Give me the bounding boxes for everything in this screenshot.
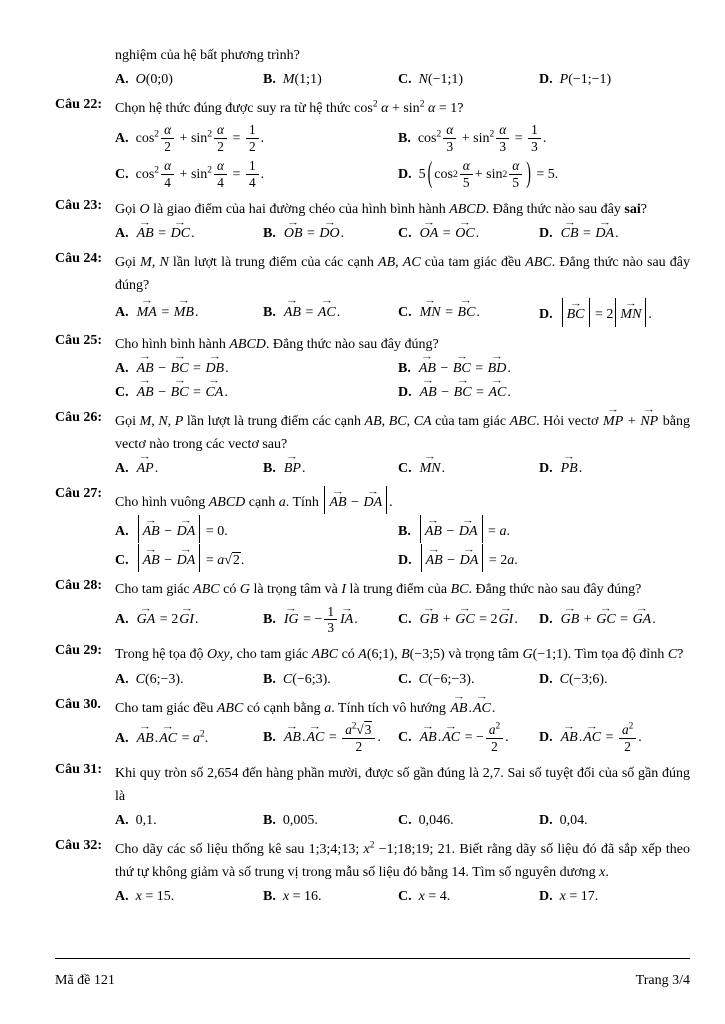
vector-arrow-notation: → MB <box>173 301 195 324</box>
question-text: Gọi O là giao điểm của hai đường chéo của hình bình hành ABCD. Đẳng thức nào sau đây sai? <box>115 202 647 218</box>
option-C <box>398 809 539 832</box>
page-footer <box>55 958 690 989</box>
option-content: → AB.→ AC = $a^2$. <box>136 731 209 746</box>
option-letter: A. <box>115 812 129 828</box>
option-D <box>539 68 690 91</box>
option-A <box>115 608 263 631</box>
option-letter: B. <box>263 461 276 477</box>
vector-arrow-notation: → AC <box>158 727 178 750</box>
option-C <box>398 457 539 480</box>
question-body <box>115 486 690 572</box>
vector-arrow-notation: → GB <box>560 608 581 631</box>
vector-arrow-notation: → DA <box>176 549 197 572</box>
vector-arrow-notation: → BC <box>170 381 190 404</box>
question-body <box>115 44 690 91</box>
exam-code: Mã đề 121 <box>55 973 115 988</box>
option-content: → AB − → BC = → AC. <box>419 385 511 400</box>
option-letter: D. <box>539 612 553 628</box>
option-content: 0,046. <box>418 812 454 828</box>
option-content: → AB = → AC. <box>283 305 340 320</box>
option-letter: C. <box>398 671 412 687</box>
vector-arrow-notation: → DC <box>170 222 191 245</box>
option-C <box>398 222 539 245</box>
option-content: → CB = → DA. <box>560 226 619 241</box>
vector-arrow-notation: → GB <box>419 608 440 631</box>
option-A <box>115 457 263 480</box>
option-content: → AB − → BC = → DB. <box>136 361 229 376</box>
options-row <box>115 457 690 480</box>
option-A <box>115 121 398 156</box>
option-content: $\cos^2$ $\frac{\alpha}{3}$ + $\sin^2$ $\frac{\alpha}{3}$ = $\frac{1}{3}$ . <box>417 122 547 155</box>
vector-arrow-notation: → GA <box>136 608 157 631</box>
vector-arrow-notation: → OC <box>454 222 475 245</box>
options-row <box>115 721 690 756</box>
vector-arrow-notation: → GC <box>454 608 475 631</box>
question-body <box>115 251 690 326</box>
vector-arrow-notation: → AB <box>424 520 443 543</box>
option-letter: D. <box>539 889 553 905</box>
option-letter: B. <box>263 304 276 320</box>
option-content: → MN = → BC. <box>419 305 480 320</box>
question <box>55 643 690 690</box>
option-B <box>263 809 398 832</box>
options-row <box>115 544 690 572</box>
option-content: → AB − → DA = 0. <box>136 524 228 539</box>
option-letter: D. <box>539 72 553 88</box>
option-D <box>398 544 690 572</box>
vector-arrow-notation: → MP <box>602 410 624 433</box>
option-content: x = 16. <box>282 889 322 905</box>
option-letter: D. <box>539 812 553 828</box>
question-number <box>55 44 115 91</box>
option-letter: D. <box>398 167 412 183</box>
option-content: → MA = → MB. <box>136 305 199 320</box>
option-C <box>115 381 398 404</box>
question <box>55 251 690 326</box>
option-content: → AB.→ AC = − $\frac{a^2}{2}$ . <box>419 730 509 745</box>
vector-arrow-notation: → AB <box>560 726 579 749</box>
option-D <box>539 298 690 326</box>
option-content: → IG = − $\frac{1}{3}$ → IA. <box>283 612 358 627</box>
option-content: → OB = → DO. <box>283 226 344 241</box>
option-C <box>398 68 539 91</box>
vector-arrow-notation: → AB <box>136 727 155 750</box>
option-letter: B. <box>263 889 276 905</box>
option-content: $\cos^2$ $\frac{\alpha}{4}$ + $\sin^2$ $\frac{\alpha}{4}$ = $\frac{1}{4}$ . <box>135 158 265 191</box>
question-number: Câu 25: <box>55 332 103 348</box>
option-letter: B. <box>398 360 411 376</box>
option-content: → BP. <box>283 461 306 476</box>
option-D <box>539 668 690 691</box>
option-letter: B. <box>263 612 276 628</box>
option-letter: B. <box>263 812 276 828</box>
question-text: Cho tam giác ABC có G là trọng tâm và I là trung điểm của BC. Đẳng thức nào sau đây đúng? <box>115 582 642 598</box>
option-C <box>398 721 539 756</box>
option-letter: D. <box>539 730 553 746</box>
option-content: O(0;0) <box>135 72 173 88</box>
vector-arrow-notation: → GA <box>632 608 653 631</box>
option-A <box>115 68 263 91</box>
option-content: C(6;−3). <box>135 671 184 687</box>
options-row <box>115 515 690 543</box>
question-text: Gọi M, N lần lượt là trung điểm của các cạnh AB, AC của tam giác đều ABC. Đẳng thức nào sau đây đúng? <box>115 255 691 294</box>
vector-arrow-notation: → AC <box>305 726 325 749</box>
option-content: $\cos^2$ $\frac{\alpha}{2}$ + $\sin^2$ $\frac{\alpha}{2}$ = $\frac{1}{2}$ . <box>135 122 265 155</box>
question-body <box>115 198 690 245</box>
question-text: Cho hình bình hành ABCD. Đẳng thức nào sau đây đúng? <box>115 336 439 352</box>
option-content: → AB − → DA = a. <box>418 524 510 539</box>
option-content: 5 ( cos 2 $\frac{\alpha}{5}$ + sin 2 $\frac{\alpha}{5}$ ) = 5. <box>418 158 559 191</box>
vector-arrow-notation: → BC <box>566 303 586 326</box>
question-body <box>115 697 690 756</box>
option-content: → AB − → DA = 2a. <box>419 553 518 568</box>
option-letter: B. <box>263 72 276 88</box>
question <box>55 333 690 404</box>
vector-arrow-notation: → DO <box>318 222 340 245</box>
option-letter: A. <box>115 524 129 540</box>
question-body <box>115 578 690 637</box>
question <box>55 486 690 572</box>
option-letter: A. <box>115 461 129 477</box>
option-letter: C. <box>398 889 412 905</box>
option-A <box>115 809 263 832</box>
vector-arrow-notation: → DA <box>176 520 197 543</box>
option-content: → GB + → GC = → GA. <box>560 612 656 627</box>
vector-arrow-notation: → IG <box>283 608 300 631</box>
option-content: → PB. <box>560 461 583 476</box>
options-row <box>115 357 690 380</box>
option-A <box>115 515 398 543</box>
question-number: Câu 28: <box>55 578 103 594</box>
vector-arrow-notation: → MN <box>419 457 442 480</box>
option-letter: D. <box>539 307 553 323</box>
option-letter: C. <box>398 612 412 628</box>
question <box>55 838 690 908</box>
option-letter: C. <box>115 384 129 400</box>
option-letter: A. <box>115 889 129 905</box>
question-number: Câu 26: <box>55 409 103 425</box>
vector-arrow-notation: → AC <box>582 726 602 749</box>
option-B <box>263 721 398 756</box>
option-letter: B. <box>398 130 411 146</box>
questions-container <box>55 44 690 908</box>
option-D <box>539 885 690 908</box>
vector-arrow-notation: → DA <box>594 222 615 245</box>
option-A <box>115 727 263 750</box>
option-letter: D. <box>398 384 412 400</box>
question <box>55 198 690 245</box>
options-row <box>115 298 690 326</box>
option-letter: C. <box>398 72 412 88</box>
vector-arrow-notation: → DA <box>459 549 480 572</box>
option-letter: B. <box>398 524 411 540</box>
vector-arrow-notation: → AC <box>441 726 461 749</box>
question-text: Gọi M, N, P lần lượt là trung điểm các cạnh AB, BC, CA của tam giác ABC. Hỏi vectơ → MP + → NP bằng vectơ nào trong các vectơ sau? <box>115 410 690 456</box>
vector-arrow-notation: → AC <box>317 301 337 324</box>
option-B <box>263 457 398 480</box>
vector-arrow-notation: → AB <box>419 381 438 404</box>
vector-arrow-notation: → IA <box>339 608 354 631</box>
option-B <box>398 515 690 543</box>
option-B <box>263 222 398 245</box>
option-D <box>539 608 690 631</box>
vector-arrow-notation: → AB <box>283 726 302 749</box>
vector-arrow-notation: → AC <box>487 381 507 404</box>
options-row <box>115 885 690 908</box>
option-letter: C. <box>398 304 412 320</box>
options-row <box>115 603 690 638</box>
option-content: → AB.→ AC = $\frac{a^2√3}{2}$ . <box>283 730 381 745</box>
options-row <box>115 809 690 832</box>
question-body <box>115 410 690 480</box>
option-content: M(1;1) <box>282 72 322 88</box>
option-letter: C. <box>115 166 129 182</box>
question <box>55 410 690 480</box>
question-text: Khi quy tròn số 2,654 đến hàng phần mười, được số gần đúng là 2,7. Sai số tuyệt đối của số gần đúng là <box>115 765 690 804</box>
option-letter: C. <box>115 553 129 569</box>
option-D <box>398 381 690 404</box>
option-content: → GA = 2→ GI. <box>136 612 199 627</box>
vector-arrow-notation: → AB <box>283 301 302 324</box>
option-letter: B. <box>263 671 276 687</box>
question-text: Trong hệ tọa độ Oxy, cho tam giác ABC có A(6;1), B(−3;5) và trọng tâm G(−1;1). Tìm tọa độ đỉnh C? <box>115 647 684 663</box>
option-letter: B. <box>263 730 276 746</box>
question <box>55 578 690 637</box>
vector-arrow-notation: → AP <box>136 457 155 480</box>
option-letter: C. <box>398 226 412 242</box>
vector-arrow-notation: → AB <box>418 357 437 380</box>
vector-arrow-notation: → DB <box>204 357 225 380</box>
option-letter: D. <box>539 226 553 242</box>
vector-arrow-notation: → MA <box>136 301 158 324</box>
option-letter: A. <box>115 360 129 376</box>
question-text: Cho tam giác đều ABC có cạnh bằng a. Tính tích vô hướng → AB.→ AC. <box>115 697 690 720</box>
option-letter: A. <box>115 304 129 320</box>
option-B <box>263 668 398 691</box>
option-content: P(−1;−1) <box>559 72 612 88</box>
option-letter: D. <box>398 553 412 569</box>
option-D <box>539 222 690 245</box>
options-row <box>115 381 690 404</box>
option-content: → AB.→ AC = $\frac{a^2}{2}$ . <box>560 730 642 745</box>
option-C <box>398 301 539 324</box>
vector-arrow-notation: → AB <box>419 726 438 749</box>
option-content: x = 15. <box>135 889 175 905</box>
vector-arrow-notation: → DA <box>362 491 383 514</box>
vector-arrow-notation: → AB <box>136 357 155 380</box>
option-letter: C. <box>398 730 412 746</box>
option-B <box>398 121 690 156</box>
option-B <box>263 603 398 638</box>
vector-arrow-notation: → AB <box>136 381 155 404</box>
option-A <box>115 301 263 324</box>
vector-arrow-notation: → BD <box>487 357 508 380</box>
vector-arrow-notation: → BC <box>453 381 473 404</box>
vector-arrow-notation: → BC <box>457 301 477 324</box>
option-letter: B. <box>263 226 276 242</box>
option-letter: A. <box>115 671 129 687</box>
question-number: Câu 30. <box>55 696 101 712</box>
question-number: Câu 27: <box>55 486 103 502</box>
vector-arrow-notation: → AB <box>425 549 444 572</box>
question-number: Câu 29: <box>55 643 103 659</box>
question-number: Câu 23: <box>55 198 103 214</box>
options-row <box>115 157 690 192</box>
option-D <box>539 809 690 832</box>
option-A <box>115 668 263 691</box>
question-number: Câu 31: <box>55 761 103 777</box>
vector-arrow-notation: → BP <box>283 457 302 480</box>
page-number: Trang 3/4 <box>635 973 690 988</box>
vector-arrow-notation: → MN <box>619 303 642 326</box>
question-number: Câu 24: <box>55 251 103 267</box>
option-A <box>115 222 263 245</box>
option-content: 0,04. <box>559 812 588 828</box>
question-text: Chọn hệ thức đúng được suy ra từ hệ thức $\cos^2 \alpha + \sin^2 \alpha = 1$? <box>115 99 464 117</box>
question <box>55 697 690 756</box>
question-body <box>115 333 690 404</box>
option-letter: A. <box>115 612 129 628</box>
option-letter: D. <box>539 671 553 687</box>
question-text: Cho hình vuông ABCD cạnh a. Tính → AB − → DA . <box>115 486 690 514</box>
question-body <box>115 838 690 908</box>
vector-arrow-notation: → CA <box>204 381 224 404</box>
option-D <box>539 721 690 756</box>
option-content: → AP. <box>136 461 159 476</box>
option-content: → AB − → DA = a√2. <box>136 553 245 568</box>
option-A <box>115 357 398 380</box>
option-content: C(−6;−3). <box>418 671 475 687</box>
vector-arrow-notation: → BC <box>170 357 190 380</box>
question <box>55 762 690 832</box>
vector-arrow-notation: → BC <box>452 357 472 380</box>
vector-arrow-notation: → PB <box>560 457 579 480</box>
option-B <box>263 68 398 91</box>
vector-arrow-notation: → AB <box>142 520 161 543</box>
option-B <box>263 885 398 908</box>
option-B <box>263 301 398 324</box>
question <box>55 97 690 192</box>
option-content: → AB = → DC. <box>136 226 195 241</box>
option-content: 0,005. <box>282 812 318 828</box>
question-body <box>115 643 690 690</box>
option-content: 0,1. <box>135 812 157 828</box>
question-text: nghiệm của hệ bất phương trình? <box>115 48 300 63</box>
option-content: → GB + → GC = 2→ GI. <box>419 612 518 627</box>
option-C <box>398 608 539 631</box>
option-D <box>539 457 690 480</box>
option-content: x = 17. <box>559 889 599 905</box>
option-letter: A. <box>115 72 129 88</box>
question-body <box>115 97 690 192</box>
vector-arrow-notation: → GC <box>595 608 616 631</box>
vector-arrow-notation: → MN <box>419 301 442 324</box>
option-content: → AB − → BC = → CA. <box>136 385 228 400</box>
options-row <box>115 68 690 91</box>
vector-arrow-notation: → AC <box>472 697 492 720</box>
options-row <box>115 222 690 245</box>
option-letter: C. <box>398 812 412 828</box>
vector-arrow-notation: → GI <box>498 608 515 631</box>
option-D <box>398 157 690 192</box>
options-row <box>115 668 690 691</box>
vector-arrow-notation: → AB <box>142 549 161 572</box>
option-content: → OA = → OC. <box>419 226 480 241</box>
vector-arrow-notation: → CB <box>560 222 580 245</box>
vector-arrow-notation: → GI <box>178 608 195 631</box>
option-letter: A. <box>115 226 129 242</box>
options-row <box>115 121 690 156</box>
option-content: x = 4. <box>418 889 451 905</box>
option-letter: A. <box>115 130 129 146</box>
option-B <box>398 357 690 380</box>
option-content: C(−3;6). <box>559 671 608 687</box>
option-content: N(−1;1) <box>418 72 464 88</box>
option-content: → MN. <box>419 461 446 476</box>
vector-arrow-notation: → AB <box>449 697 468 720</box>
vector-arrow-notation: → AB <box>136 222 155 245</box>
question-number: Câu 22: <box>55 97 103 113</box>
vector-arrow-notation: → AB <box>328 491 347 514</box>
question-continuation <box>55 44 690 91</box>
option-letter: A. <box>115 730 129 746</box>
question-number: Câu 32: <box>55 837 103 853</box>
option-content: C(−6;3). <box>282 671 331 687</box>
option-C <box>115 544 398 572</box>
option-letter: C. <box>398 461 412 477</box>
question-body <box>115 762 690 832</box>
option-C <box>398 885 539 908</box>
vector-arrow-notation: → DA <box>458 520 479 543</box>
option-C <box>115 157 398 192</box>
vector-arrow-notation: → NP <box>639 410 659 433</box>
option-content: → AB − → BC = → BD. <box>418 361 511 376</box>
question-text: Cho dãy các số liệu thống kê sau 1;3;4;13; $x^2$ −1;18;19; 21. Biết rằng dãy số liệu đó đã sắp xếp theo thứ tự không giảm và số trung vị trong mẫu số liệu đó bằng 14. Tìm số nguyên dương x. <box>115 840 690 880</box>
vector-arrow-notation: → OB <box>283 222 304 245</box>
option-C <box>398 668 539 691</box>
vector-arrow-notation: → OA <box>419 222 440 245</box>
option-content: → BC = 2 → MN . <box>560 307 652 322</box>
option-A <box>115 885 263 908</box>
option-letter: D. <box>539 461 553 477</box>
